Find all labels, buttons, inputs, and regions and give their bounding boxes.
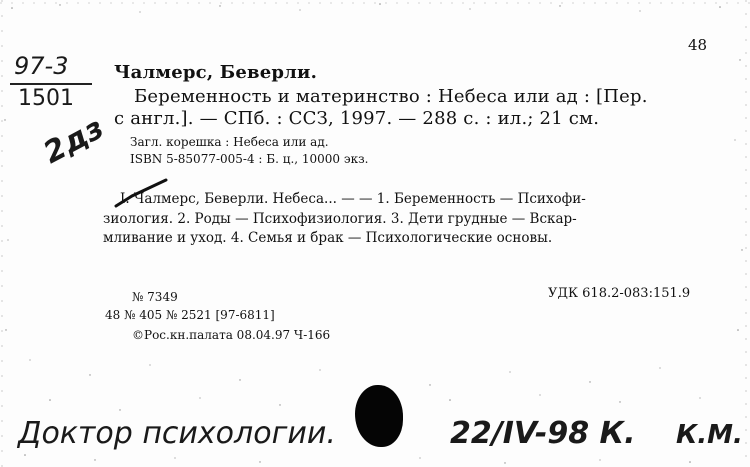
handwritten-call-bottom: 1501 <box>18 86 74 111</box>
title-line-1: Беременность и материнство : Небеса или ад : [Пер. <box>134 86 648 107</box>
spine-title: Загл. корешка : Небеса или ад. <box>130 135 329 149</box>
checkmark-icon <box>112 176 172 212</box>
title-line-2: с англ.]. — СПб. : ССЗ, 1997. — 288 с. : ил.; 21 см. <box>114 108 600 129</box>
number-line: № 7349 <box>132 290 178 304</box>
registration-line: 48 № 405 № 2521 [97-6811] <box>105 308 275 322</box>
handwritten-call-top: 97-3 <box>14 52 69 80</box>
book-chamber-line: ©Рос.кн.палата 08.04.97 Ч-166 <box>132 328 331 342</box>
subjects-line-2: зиология. 2. Роды — Психофизиология. 3. Дети грудные — Вскар- <box>103 211 577 227</box>
author-heading: Чалмерс, Беверли. <box>114 62 318 83</box>
call-number-divider <box>10 83 92 85</box>
page-number: 48 <box>688 36 708 54</box>
handwritten-mark: 2дз <box>38 110 110 171</box>
handwritten-date-note: 22/IV-98 К. <box>450 416 636 451</box>
handwritten-initials: К.М. <box>676 420 743 450</box>
subjects-line-1: I. Чалмерс, Беверли. Небеса... — — 1. Беременность — Психофи- <box>120 191 586 207</box>
udc-code: УДК 618.2-083:151.9 <box>548 286 691 301</box>
subjects-line-3: мливание и уход. 4. Семья и брак — Психологические основы. <box>103 230 553 246</box>
ink-blot <box>355 385 403 447</box>
isbn-line: ISBN 5-85077-005-4 : Б. ц., 10000 экз. <box>130 152 369 166</box>
handwritten-bottom-note: Доктор психологии. <box>18 416 336 451</box>
